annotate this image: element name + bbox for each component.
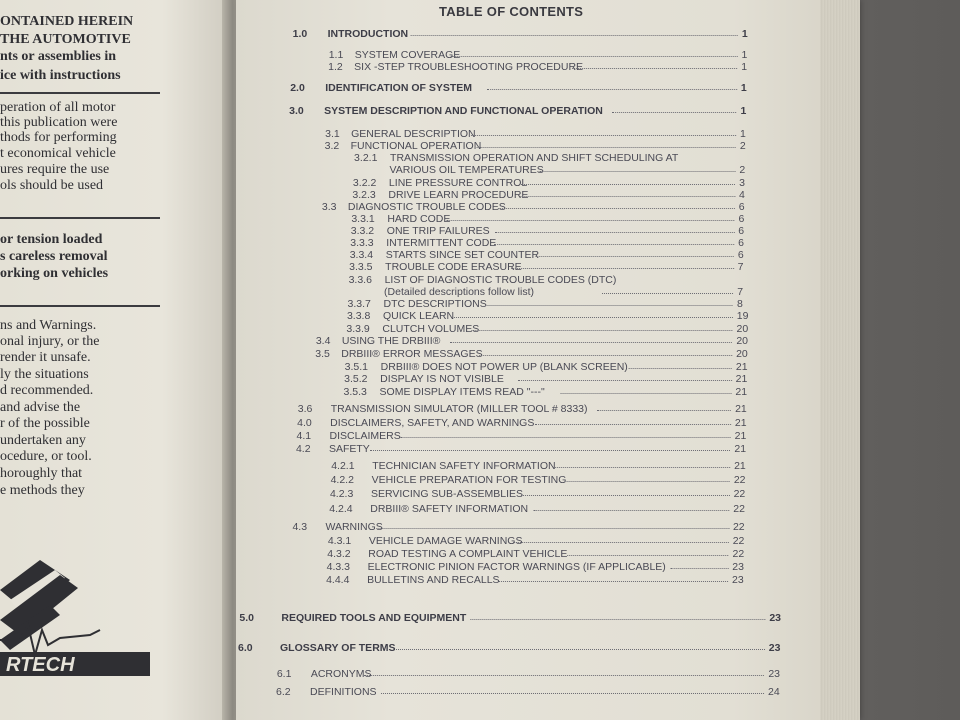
toc-entry-number: 3.2.3 xyxy=(352,189,376,201)
toc-entry-number: 3.5 xyxy=(315,348,330,360)
toc-entry-number: 4.0 xyxy=(297,417,312,429)
toc-entry-number: 3.3.7 xyxy=(347,298,371,310)
toc-entry-page: 21 xyxy=(735,361,748,373)
toc-leader-dots xyxy=(536,256,734,257)
toc-entry-title: TRANSMISSION OPERATION AND SHIFT SCHEDULING AT xyxy=(390,152,679,164)
toc-entry[interactable] xyxy=(0,548,936,562)
toc-entry-page: 22 xyxy=(732,535,745,547)
toc-entry-title: ACRONYMS xyxy=(310,668,372,680)
toc-entry-title: DIAGNOSTIC TROUBLE CODES xyxy=(347,201,506,213)
left-page-line: ice with instructions xyxy=(0,68,121,83)
left-page-line: s careless removal xyxy=(0,249,108,264)
toc-entry-page: 21 xyxy=(735,373,748,385)
left-page-line: r of the possible xyxy=(0,416,90,431)
toc-entry-page: 22 xyxy=(733,474,746,486)
toc-entry-title: IDENTIFICATION OF SYSTEM xyxy=(325,82,473,94)
toc-entry[interactable] xyxy=(0,28,960,42)
toc-entry-page: 8 xyxy=(736,298,743,310)
toc-entry-page: 21 xyxy=(735,386,748,398)
toc-leader-dots xyxy=(565,481,730,482)
toc-entry-page: 2 xyxy=(739,164,746,176)
toc-entry-page: 23 xyxy=(768,642,781,654)
toc-leader-dots xyxy=(499,581,728,582)
toc-entry-number: 3.2 xyxy=(324,140,340,152)
toc-entry-page: 1 xyxy=(741,49,748,61)
toc-leader-dots xyxy=(479,355,732,356)
toc-entry[interactable] xyxy=(0,348,945,362)
toc-entry-number: 4.1 xyxy=(296,430,312,442)
toc-leader-dots xyxy=(567,555,728,556)
toc-leader-dots xyxy=(471,135,736,136)
toc-entry-number: 3.5.3 xyxy=(343,386,367,398)
toc-entry[interactable] xyxy=(0,417,942,431)
toc-entry-page: 7 xyxy=(737,286,744,298)
toc-entry[interactable] xyxy=(0,668,931,682)
left-page-line: onal injury, or the xyxy=(0,334,100,349)
toc-entry-number: 4.2.2 xyxy=(330,474,354,486)
toc-leader-dots xyxy=(485,305,733,306)
toc-entry-number: 4.3 xyxy=(292,521,308,533)
svg-text:RTECH: RTECH xyxy=(6,654,75,676)
left-page-line: this publication were xyxy=(0,115,118,130)
toc-entry-page: 22 xyxy=(732,548,745,560)
toc-entry-title: ROAD TESTING A COMPLAINT VEHICLE xyxy=(368,548,568,560)
toc-leader-dots xyxy=(612,112,736,113)
toc-entry-page: 23 xyxy=(732,561,744,573)
toc-entry-title: INTERMITTENT CODE xyxy=(386,237,497,249)
toc-entry-title: VEHICLE DAMAGE WARNINGS xyxy=(368,535,523,547)
left-page-line: and advise the xyxy=(0,400,81,415)
toc-entry-page: 21 xyxy=(734,443,747,455)
toc-entry[interactable] xyxy=(0,105,956,119)
toc-entry[interactable] xyxy=(0,335,946,349)
toc-entry-page: 22 xyxy=(733,488,746,500)
toc-entry-page: 4 xyxy=(738,189,745,201)
toc-entry-title: DRBIII® DOES NOT POWER UP (BLANK SCREEN) xyxy=(380,361,628,373)
toc-entry-page: 23 xyxy=(769,612,782,624)
toc-entry-page: 3 xyxy=(739,177,746,189)
toc-entry-number: 4.3.1 xyxy=(327,535,352,547)
toc-entry-title: TRANSMISSION SIMULATOR (MILLER TOOL # 8333) xyxy=(330,403,588,415)
toc-leader-dots xyxy=(411,35,738,36)
toc-entry[interactable] xyxy=(0,61,958,75)
toc-entry[interactable] xyxy=(0,612,933,626)
left-page-line: or tension loaded xyxy=(0,232,103,247)
toc-entry-page: 20 xyxy=(736,348,748,360)
toc-leader-dots xyxy=(396,649,765,650)
toc-entry-number: 3.3.9 xyxy=(346,323,370,335)
toc-leader-dots xyxy=(597,410,731,411)
toc-entry-title: CLUTCH VOLUMES xyxy=(382,323,480,335)
toc-entry-page: 6 xyxy=(738,213,745,225)
toc-entry-page: 21 xyxy=(735,403,747,415)
toc-entry-number: 4.3.2 xyxy=(327,548,351,560)
toc-leader-dots xyxy=(511,268,734,269)
toc-entry-title: DRBIII® SAFETY INFORMATION xyxy=(370,503,529,515)
toc-entry-page: 1 xyxy=(740,82,747,94)
toc-entry-number: 3.2.1 xyxy=(354,152,378,164)
toc-title: TABLE OF CONTENTS xyxy=(439,4,584,19)
toc-entry-title: HARD CODE xyxy=(387,213,451,225)
toc-leader-dots xyxy=(494,244,734,245)
toc-entry-title: DRBIII® ERROR MESSAGES xyxy=(341,348,483,360)
toc-leader-dots xyxy=(518,380,731,381)
left-page-line: render it unsafe. xyxy=(0,350,91,365)
toc-entry-number: 3.3.5 xyxy=(349,261,373,273)
left-page-line: THE AUTOMOTIVE xyxy=(0,32,131,47)
toc-entry-number: 3.2.2 xyxy=(352,177,377,189)
toc-entry-number: 3.3.2 xyxy=(350,225,375,237)
left-page-line: horoughly that xyxy=(0,466,83,481)
toc-entry[interactable] xyxy=(0,488,939,502)
toc-entry-title: GENERAL DESCRIPTION xyxy=(351,128,476,140)
toc-entry-title: SIX -STEP TROUBLESHOOTING PROCEDURE xyxy=(354,61,584,73)
toc-entry[interactable] xyxy=(0,386,944,400)
toc-entry-page: 20 xyxy=(736,335,749,347)
toc-entry-number: 4.2.3 xyxy=(329,488,354,500)
toc-entry-page: 24 xyxy=(767,686,780,698)
toc-entry-page: 23 xyxy=(768,668,781,680)
toc-entry-page: 20 xyxy=(736,323,749,335)
toc-entry-page: 1 xyxy=(740,128,746,140)
toc-entry-number: 2.0 xyxy=(290,82,305,94)
toc-entry-title: REQUIRED TOOLS AND EQUIPMENT xyxy=(281,612,467,624)
toc-entry[interactable] xyxy=(0,561,936,575)
toc-entry-title: INTRODUCTION xyxy=(327,28,409,40)
toc-entry-number: 6.2 xyxy=(276,686,291,698)
toc-entry-number: 3.4 xyxy=(315,335,331,347)
toc-entry-page: 1 xyxy=(740,105,747,117)
toc-entry-number: 1.1 xyxy=(328,49,344,61)
toc-leader-dots xyxy=(401,437,731,438)
toc-leader-dots xyxy=(533,510,729,511)
toc-entry[interactable] xyxy=(0,642,932,656)
toc-entry-page: 1 xyxy=(741,61,748,73)
toc-entry-number: 4.2.4 xyxy=(329,503,353,515)
toc-entry-title: DRIVE LEARN PROCEDURE xyxy=(388,189,529,201)
toc-entry-page: 21 xyxy=(734,460,746,472)
toc-leader-dots xyxy=(364,675,765,676)
toc-entry-number: 3.5.1 xyxy=(344,361,369,373)
left-page-line: ols should be used xyxy=(0,178,104,193)
toc-entry-title: SYSTEM DESCRIPTION AND FUNCTIONAL OPERATION xyxy=(324,105,603,117)
toc-entry-number: 4.2.1 xyxy=(331,460,355,472)
toc-entry-title: BULLETINS AND RECALLS xyxy=(367,574,500,586)
toc-entry-title: ELECTRONIC PINION FACTOR WARNINGS (IF APPLICABLE) xyxy=(367,561,666,573)
left-page-line: t economical vehicle xyxy=(0,146,116,161)
toc-leader-dots xyxy=(498,208,734,209)
toc-entry[interactable] xyxy=(0,403,943,417)
toc-entry-number: 3.3.8 xyxy=(346,310,371,322)
toc-entry-title: WARNINGS xyxy=(325,521,383,533)
toc-entry-number: 1.2 xyxy=(328,61,343,73)
toc-entry[interactable] xyxy=(0,574,935,588)
toc-entry-title: DTC DESCRIPTIONS xyxy=(383,298,487,310)
toc-entry-page: 2 xyxy=(739,140,746,152)
left-page-line: orking on vehicles xyxy=(0,266,109,281)
toc-entry-page: 22 xyxy=(733,503,745,515)
toc-leader-dots xyxy=(477,147,736,148)
toc-leader-dots xyxy=(454,317,733,318)
toc-entry-title: SAFETY xyxy=(328,443,370,455)
toc-entry-title: DEFINITIONS xyxy=(310,686,377,698)
toc-entry-number: 3.0 xyxy=(289,105,304,117)
toc-leader-dots xyxy=(560,393,731,394)
toc-entry-title: FUNCTIONAL OPERATION xyxy=(350,140,482,152)
toc-entry-page: 6 xyxy=(738,225,745,237)
toc-entry-title: STARTS SINCE SET COUNTER xyxy=(385,249,540,261)
toc-leader-dots xyxy=(602,293,734,294)
left-page-line: ns and Warnings. xyxy=(0,318,97,333)
toc-entry[interactable] xyxy=(0,474,940,488)
left-page-line: d recommended. xyxy=(0,383,94,398)
toc-entry-title: DISPLAY IS NOT VISIBLE xyxy=(380,373,504,385)
toc-entry-number: 5.0 xyxy=(239,612,254,624)
left-page-line: ures require the use xyxy=(0,162,110,177)
toc-entry-title: TROUBLE CODE ERASURE xyxy=(385,261,522,273)
toc-entry[interactable] xyxy=(0,310,947,324)
left-page-line: peration of all motor xyxy=(0,100,116,115)
toc-entry[interactable] xyxy=(0,261,949,275)
left-page-line: ocedure, or tool. xyxy=(0,449,92,464)
toc-entry-title: LINE PRESSURE CONTROL xyxy=(388,177,528,189)
toc-entry-title: (Detailed descriptions follow list) xyxy=(384,286,535,298)
toc-entry[interactable] xyxy=(0,373,944,387)
toc-leader-dots xyxy=(629,368,732,369)
toc-entry-number: 1.0 xyxy=(292,28,308,40)
toc-entry[interactable] xyxy=(0,503,938,517)
left-page-line: e methods they xyxy=(0,483,85,498)
toc-entry-title: GLOSSARY OF TERMS xyxy=(280,642,396,654)
toc-leader-dots xyxy=(540,171,735,172)
toc-entry-number: 3.3 xyxy=(321,201,337,213)
toc-leader-dots xyxy=(446,220,734,221)
toc-leader-dots xyxy=(381,693,764,694)
toc-leader-dots xyxy=(378,528,729,529)
toc-entry-title: VEHICLE PREPARATION FOR TESTING xyxy=(371,474,567,486)
toc-leader-dots xyxy=(521,495,729,496)
toc-entry-number: 3.3.1 xyxy=(351,213,375,225)
left-page-line: undertaken any xyxy=(0,433,86,448)
toc-entry[interactable] xyxy=(0,686,930,700)
toc-entry-page: 23 xyxy=(732,574,744,586)
toc-leader-dots xyxy=(494,232,734,233)
toc-leader-dots xyxy=(520,196,734,197)
toc-leader-dots xyxy=(450,56,737,57)
left-page-line: ly the situations xyxy=(0,367,89,382)
toc-entry-number: 4.4.4 xyxy=(326,574,350,586)
toc-leader-dots xyxy=(671,568,729,569)
toc-leader-dots xyxy=(521,184,735,185)
toc-leader-dots xyxy=(553,467,730,468)
toc-entry-number: 4.2 xyxy=(295,443,311,455)
toc-leader-dots xyxy=(488,89,737,90)
toc-entry-page: 22 xyxy=(732,521,745,533)
toc-entry-title: SYSTEM COVERAGE xyxy=(354,49,461,61)
toc-entry-title: LIST OF DIAGNOSTIC TROUBLE CODES (DTC) xyxy=(384,274,617,286)
toc-entry[interactable] xyxy=(0,460,940,474)
toc-entry-title: DISCLAIMERS, SAFETY, AND WARNINGS xyxy=(330,417,535,429)
toc-entry-number: 3.5.2 xyxy=(344,373,368,385)
toc-leader-dots xyxy=(572,68,738,69)
toc-entry-number: 3.3.3 xyxy=(350,237,374,249)
toc-entry[interactable] xyxy=(0,164,954,178)
toc-entry-number: 3.3.4 xyxy=(349,249,374,261)
toc-entry-title: SERVICING SUB-ASSEMBLIES xyxy=(370,488,524,500)
left-page-line: nts or assemblies in xyxy=(0,49,117,64)
toc-leader-dots xyxy=(450,342,733,343)
toc-entry-title: QUICK LEARN xyxy=(382,310,455,322)
toc-entry-number: 4.3.3 xyxy=(326,561,351,573)
toc-entry[interactable] xyxy=(0,521,937,535)
toc-entry-page: 19 xyxy=(736,310,749,322)
left-page-line: ONTAINED HEREIN xyxy=(0,14,134,29)
toc-entry-number: 6.0 xyxy=(238,642,253,654)
toc-leader-dots xyxy=(470,619,765,620)
toc-entry-title: ONE TRIP FAILURES xyxy=(386,225,490,237)
toc-entry[interactable] xyxy=(0,82,957,96)
toc-entry-page: 6 xyxy=(738,201,745,213)
toc-entry-title: USING THE DRBIII® xyxy=(341,335,441,347)
toc-leader-dots xyxy=(513,542,729,543)
toc-entry[interactable] xyxy=(0,443,941,457)
toc-entry[interactable] xyxy=(0,535,937,549)
toc-entry-page: 6 xyxy=(737,249,744,261)
toc-leader-dots xyxy=(535,424,730,425)
toc-entry-page: 7 xyxy=(737,261,744,273)
toc-entry-page: 6 xyxy=(738,237,744,249)
toc-entry-title: DISCLAIMERS xyxy=(329,430,401,442)
toc-entry-page: 1 xyxy=(741,28,748,40)
left-page-line: thods for performing xyxy=(0,130,117,145)
toc-entry-page: 21 xyxy=(734,430,747,442)
toc-entry-number: 3.3.6 xyxy=(348,274,372,286)
toc-entry-number: 3.1 xyxy=(325,128,340,140)
toc-entry-title: SOME DISPLAY ITEMS READ "---" xyxy=(379,386,545,398)
toc-entry-number: 3.6 xyxy=(297,403,313,415)
toc-entry-number: 6.1 xyxy=(276,668,292,680)
toc-entry-page: 21 xyxy=(734,417,747,429)
toc-entry-title: VARIOUS OIL TEMPERATURES xyxy=(389,164,544,176)
toc-leader-dots xyxy=(370,450,731,451)
toc-leader-dots xyxy=(472,330,733,331)
toc-entry-title: TECHNICIAN SAFETY INFORMATION xyxy=(372,460,556,472)
toc-entry[interactable] xyxy=(0,430,942,444)
